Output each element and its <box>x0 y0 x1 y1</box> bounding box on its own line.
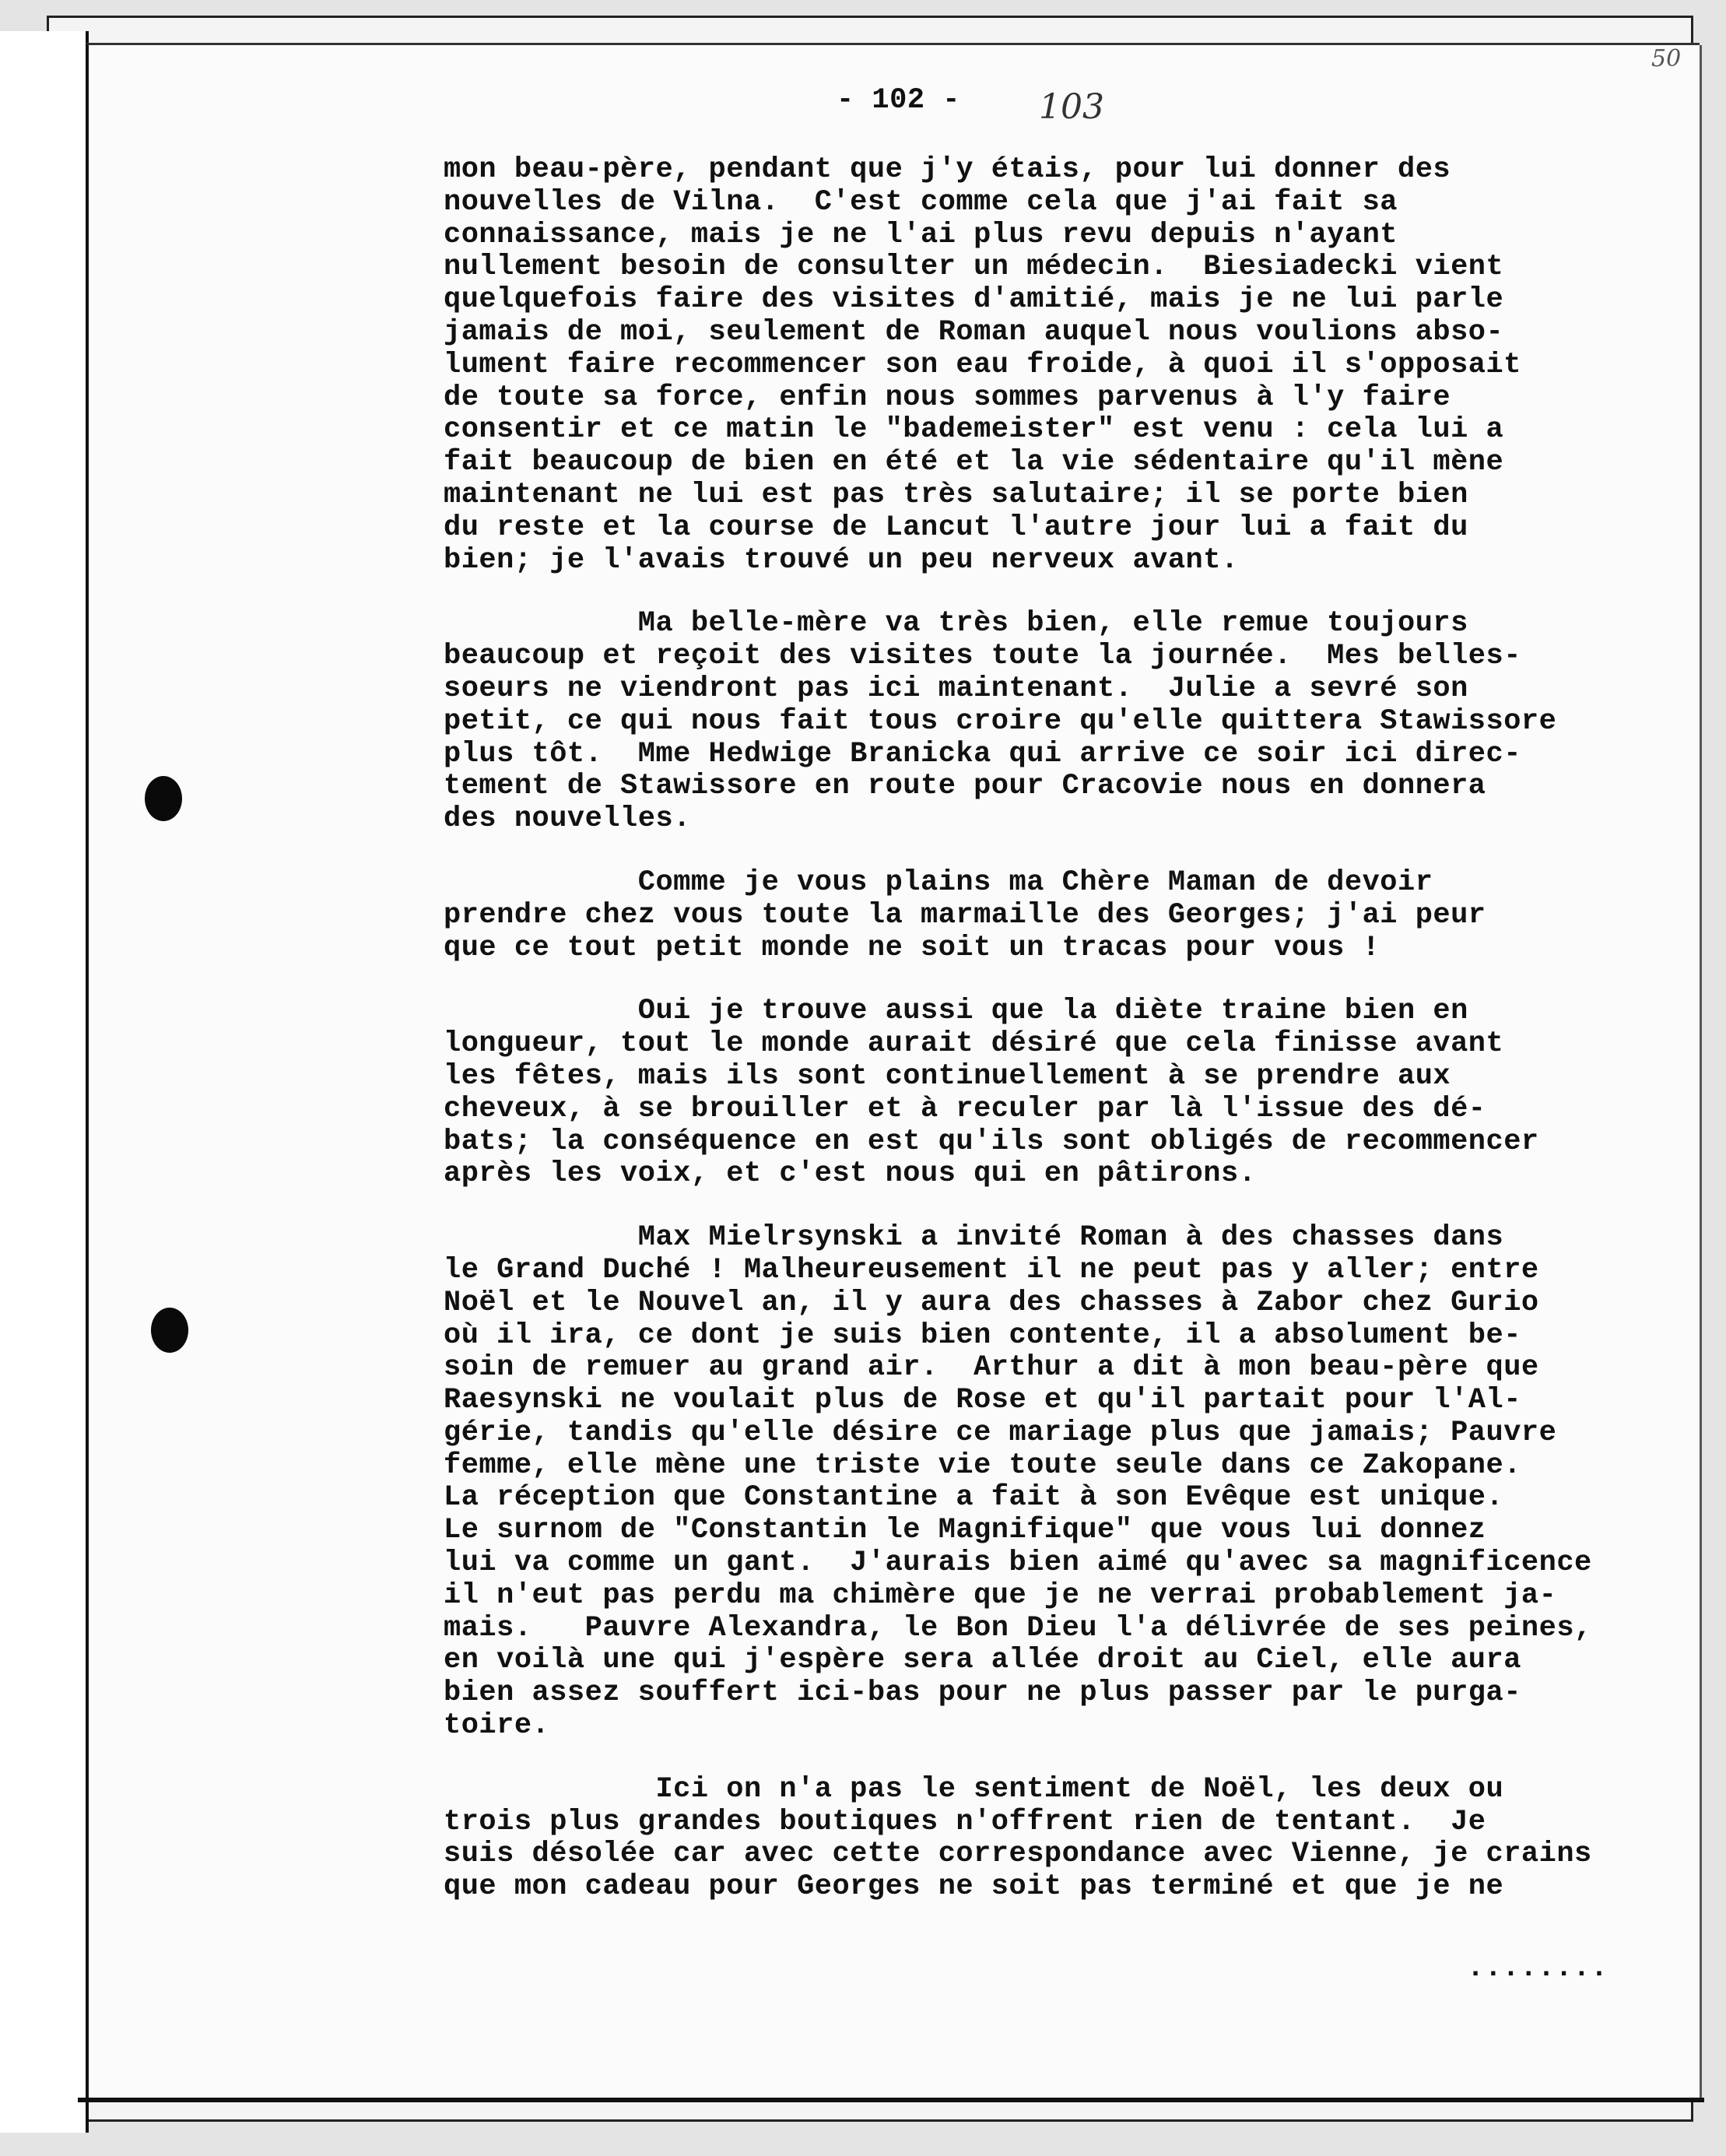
text-line: femme, elle mène une triste vie toute seule dans ce Zakopane. <box>444 1448 1521 1482</box>
left-sheet-edge <box>0 31 89 2133</box>
text-line: fait beaucoup de bien en été et la vie sédentaire qu'il mène <box>444 446 1504 479</box>
text-line: soeurs ne viendront pas ici maintenant. Julie a sevré son <box>444 672 1468 705</box>
text-line: La réception que Constantine a fait à son Evêque est unique. <box>444 1481 1504 1515</box>
text-line: les fêtes, mais ils sont continuellement à se prendre aux <box>444 1059 1451 1093</box>
paragraph <box>444 1774 1704 1904</box>
text-line: gérie, tandis qu'elle désire ce mariage plus que jamais; Pauvre <box>444 1416 1557 1449</box>
text-line: lui va comme un gant. J'aurais bien aimé qu'avec sa magnificence <box>444 1547 1592 1580</box>
text-line: il n'eut pas perdu ma chimère que je ne verrai probablement ja- <box>444 1578 1557 1612</box>
text-line: plus tôt. Mme Hedwige Branicka qui arrive ce soir ici direc- <box>444 737 1521 771</box>
text-line: bien; je l'avais trouvé un peu nerveux avant. <box>444 543 1239 577</box>
text-line: des nouvelles. <box>444 802 691 836</box>
text-line: nullement besoin de consulter un médecin. Biesiadecki vient <box>444 251 1504 284</box>
text-line: Comme je vous plains ma Chère Maman de devoir <box>444 866 1433 899</box>
text-line: Ma belle-mère va très bien, elle remue toujours <box>444 607 1468 641</box>
handwritten-page-number: 103 <box>1039 87 1104 127</box>
page-bottom-edge <box>78 2098 1704 2102</box>
text-line: bien assez souffert ici-bas pour ne plus passer par le purga- <box>444 1677 1521 1710</box>
paragraph <box>444 1222 1704 1743</box>
text-line: consentir et ce matin le "bademeister" est venu : cela lui a <box>444 413 1504 447</box>
text-line: en voilà une qui j'espère sera allée droit au Ciel, elle aura <box>444 1644 1521 1677</box>
page-number: - 102 - <box>837 84 960 117</box>
text-line: petit, ce qui nous fait tous croire qu'elle quittera Stawissore <box>444 704 1557 738</box>
text-line: trois plus grandes boutiques n'offrent rien de tentant. Je <box>444 1805 1486 1838</box>
text-line: que ce tout petit monde ne soit un tracas pour vous ! <box>444 931 1380 964</box>
text-line: mais. Pauvre Alexandra, le Bon Dieu l'a délivrée de ses peines, <box>444 1611 1592 1645</box>
text-line: bats; la conséquence en est qu'ils sont obligés de recommencer <box>444 1125 1539 1158</box>
paragraph <box>444 608 1704 836</box>
text-line: Noël et le Nouvel an, il y aura des chasses à Zabor chez Gurio <box>444 1286 1539 1319</box>
text-line: soin de remuer au grand air. Arthur a dit à mon beau-père que <box>444 1351 1539 1385</box>
text-line: connaissance, mais je ne l'ai plus revu depuis n'ayant <box>444 218 1398 251</box>
text-line: beaucoup et reçoit des visites toute la journée. Mes belles- <box>444 640 1521 673</box>
text-line: Oui je trouve aussi que la diète traine bien en <box>444 995 1468 1028</box>
text-line: Max Mielrsynski a invité Roman à des chasses dans <box>444 1221 1504 1255</box>
paragraph <box>444 995 1704 1191</box>
text-line: maintenant ne lui est pas très salutaire; il se porte bien <box>444 478 1468 511</box>
text-line: Le surnom de "Constantin le Magnifique" que vous lui donnez <box>444 1514 1486 1547</box>
text-line: toire. <box>444 1709 550 1743</box>
text-line: cheveux, à se brouiller et à reculer par là l'issue des dé- <box>444 1092 1486 1125</box>
continuation-marker: ........ <box>1467 1952 1608 1985</box>
paragraph <box>444 154 1704 577</box>
punch-hole-bottom <box>151 1308 188 1353</box>
text-line: lument faire recommencer son eau froide, à quoi il s'opposait <box>444 348 1521 381</box>
text-line: où il ira, ce dont je suis bien contente, il a absolument be- <box>444 1319 1521 1352</box>
text-line: tement de Stawissore en route pour Cracovie nous en donnera <box>444 770 1486 803</box>
corner-mark: 50 <box>1651 45 1682 72</box>
text-line: de toute sa force, enfin nous sommes parvenus à l'y faire <box>444 381 1451 414</box>
letter-body <box>444 154 1704 1904</box>
text-line: mon beau-père, pendant que j'y étais, pour lui donner des <box>444 153 1451 186</box>
text-line: Ici on n'a pas le sentiment de Noël, les deux ou <box>444 1772 1504 1806</box>
paragraph <box>444 867 1704 964</box>
text-line: quelquefois faire des visites d'amitié, mais je ne lui parle <box>444 283 1504 317</box>
text-line: suis désolée car avec cette correspondance avec Vienne, je crains <box>444 1838 1592 1871</box>
text-line: le Grand Duché ! Malheureusement il ne peut pas y aller; entre <box>444 1253 1539 1287</box>
text-line: après les voix, et c'est nous qui en pâtirons. <box>444 1157 1257 1191</box>
text-line: jamais de moi, seulement de Roman auquel nous voulions abso- <box>444 315 1504 349</box>
text-line: que mon cadeau pour Georges ne soit pas terminé et que je ne <box>444 1870 1504 1904</box>
text-line: longueur, tout le monde aurait désiré que cela finisse avant <box>444 1027 1504 1061</box>
punch-hole-top <box>145 776 182 821</box>
text-line: Raesynski ne voulait plus de Rose et qu'il partait pour l'Al- <box>444 1384 1521 1417</box>
text-line: nouvelles de Vilna. C'est comme cela que j'ai fait sa <box>444 185 1398 219</box>
text-line: prendre chez vous toute la marmaille des Georges; j'ai peur <box>444 898 1486 932</box>
text-line: du reste et la course de Lancut l'autre jour lui a fait du <box>444 511 1468 544</box>
